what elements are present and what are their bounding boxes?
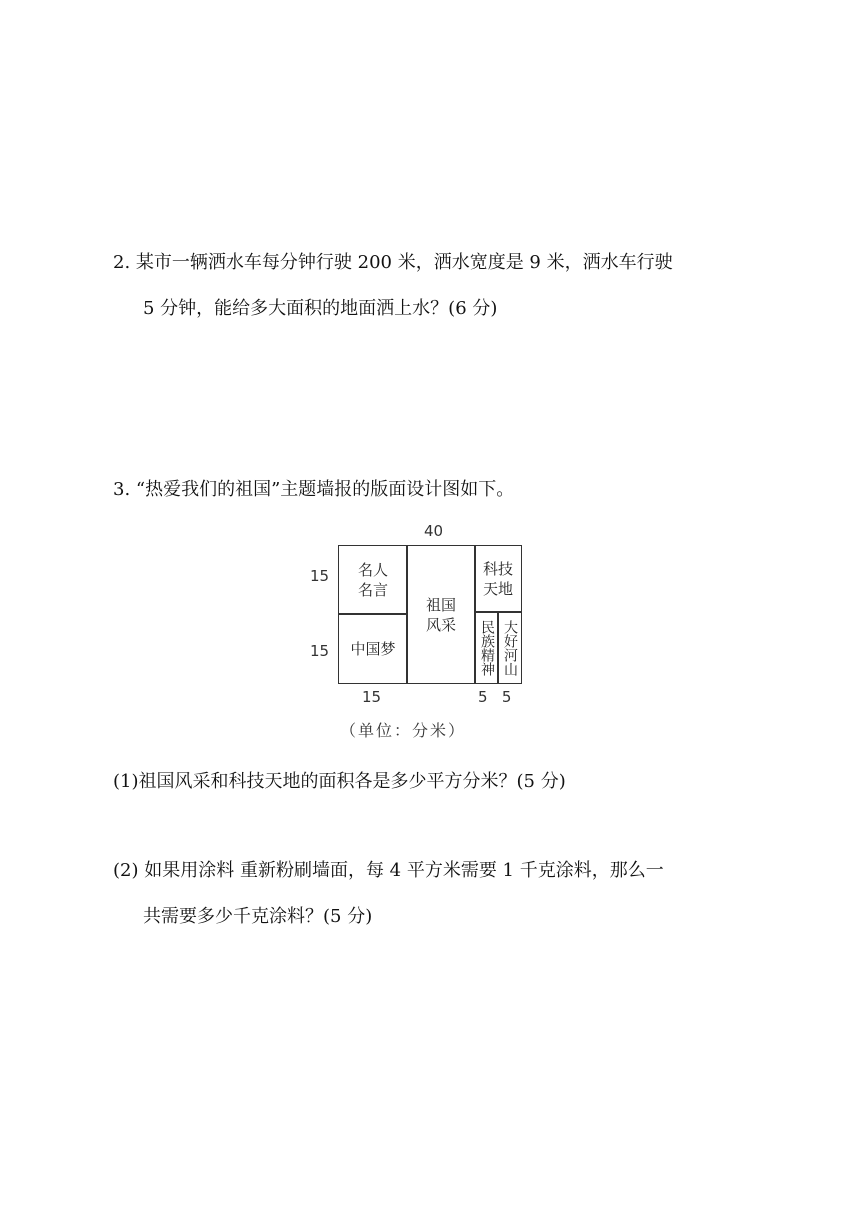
top-dimension: 40 (424, 522, 444, 540)
bottom-dimension-right: 5 5 (478, 688, 512, 706)
question-2-line-1: 2. 某市一辆洒水车每分钟行驶 200 米，洒水宽度是 9 米，洒水车行驶 (113, 252, 673, 273)
left-dimension-top: 15 (310, 567, 330, 585)
unit-label: （单位：分米） (340, 721, 467, 740)
cell-minzu-jingshen: 民族精神 (474, 611, 499, 684)
cell-zuguo-fengcai: 祖国风采 (406, 545, 476, 684)
bottom-dimension-left: 15 (362, 688, 382, 706)
cell-dahao-heshan: 大好河山 (497, 611, 522, 684)
wall-newspaper-diagram (300, 515, 540, 745)
cell-keji-tiandi: 科技天地 (474, 545, 522, 613)
left-dimension-bottom: 15 (310, 642, 330, 660)
sub-question-1: (1)祖国风采和科技天地的面积各是多少平方分米？(5 分) (113, 771, 566, 792)
sub-question-2-line-1: (2) 如果用涂料 重新粉刷墙面，每 4 平方米需要 1 千克涂料，那么一 (113, 860, 664, 881)
question-2-line-2: 5 分钟，能给多大面积的地面洒上水？(6 分) (143, 298, 498, 319)
sub-question-2-line-2: 共需要多少千克涂料？(5 分) (143, 906, 373, 927)
cell-mingren-mingyan: 名人名言 (338, 545, 408, 615)
question-3-intro: 3. “热爱我们的祖国”主题墙报的版面设计图如下。 (113, 479, 515, 500)
cell-zhongguomeng: 中国梦 (338, 613, 408, 684)
